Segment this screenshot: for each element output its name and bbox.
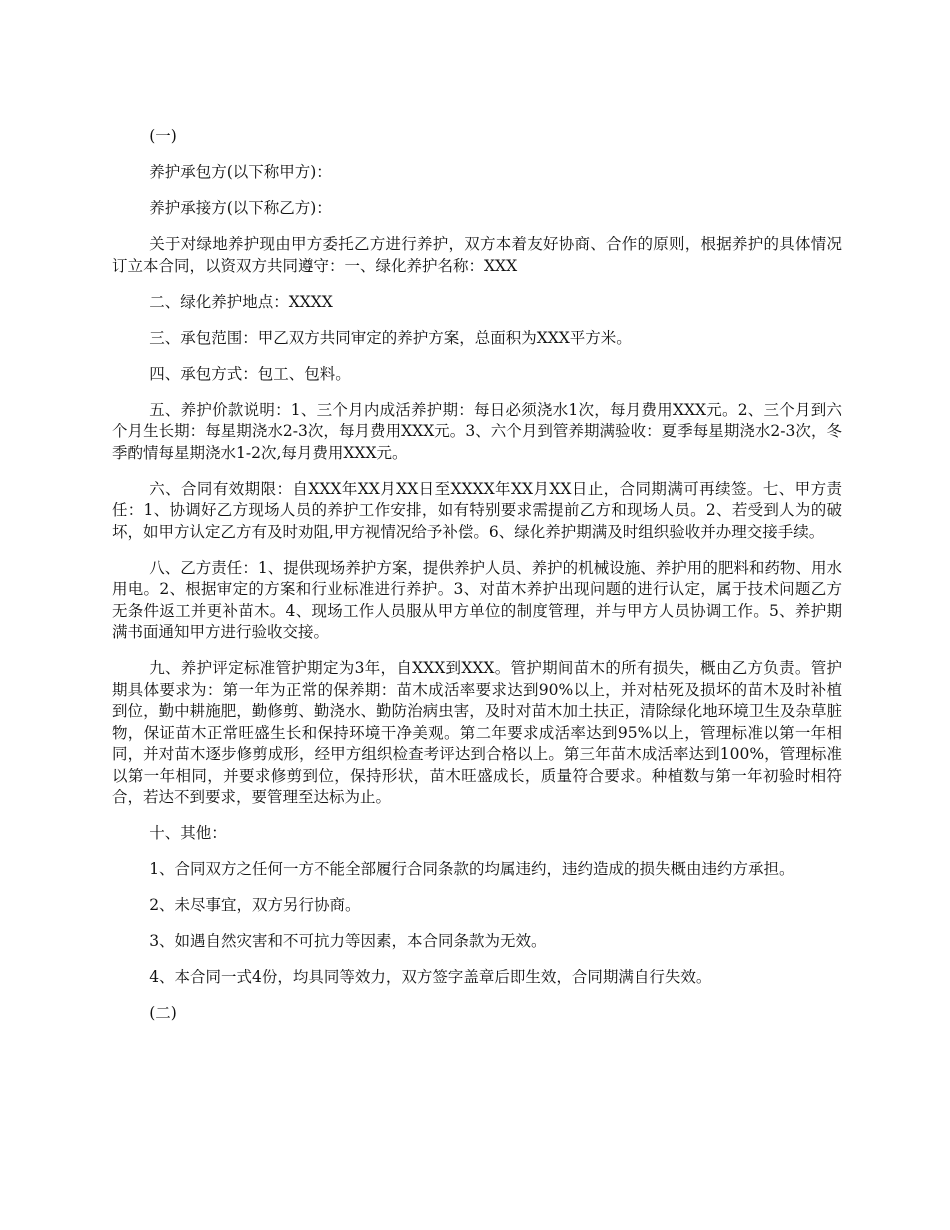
other-item-3: 3、如遇自然灾害和不可抗力等因素，本合同条款为无效。 [149,932,547,950]
clause-contract-method: 四、承包方式：包工、包料。 [149,364,351,383]
clause-other-heading: 十、其他： [149,824,227,842]
party-a-line: 养护承包方(以下称甲方)： [149,163,332,181]
section-heading-two: (二) [149,1004,177,1022]
clause-scope: 三、承包范围：甲乙双方共同审定的养护方案，总面积为XXX平方米。 [149,328,632,347]
clause-term-and-party-a: 六、合同有效期限：自XXX年XX月XX日至XXXX年XX月XX日止，合同期满可再续签。七、甲方责任：1、协调好乙方现场人员的养护工作安排，如有特别要求需提前乙方和现场人员。2、若受到人为的破坏，如甲方认定乙方有及时劝阻,甲方视情况给予补偿。6、绿化养护期满及时组织验收并办理交接手续。 [112,479,842,541]
party-b-line: 养护承接方(以下称乙方)： [149,199,332,217]
section-heading-one: (一) [149,127,177,145]
clause-price: 五、养护价款说明：1、三个月内成活养护期：每日必须浇水1次，每月费用XXX元。2、三个月到六个月生长期：每星期浇水2-3次，每月费用XXX元。3、六个月到管养期满验收：夏季每星期浇水2-3次，冬季酌情每星期浇水1-2次,每月费用XXX元。 [112,400,842,462]
clause-standards: 九、养护评定标准管护期定为3年，自XXX到XXX。管护期间苗木的所有损失，概由乙方负责。管护期具体要求为：第一年为正常的保养期：苗木成活率要求达到90%以上，并对枯死及损坏的苗木及时补植到位，勤中耕施肥，勤修剪、勤浇水、勤防治病虫害，及时对苗木加土扶正，清除绿化地环境卫生及杂草脏物，保证苗木正常旺盛生长和保持环境干净美观。第二年要求成活率达到95%以上，管理标准以第一年相同，并对苗木逐步修剪成形，经甲方组织检查考评达到合格以上。第三年苗木成活率达到100%，管理标准以第一年相同，并要求修剪到位，保持形状，苗木旺盛成长，质量符合要求。种植数与第一年初验时相符合，若达不到要求，要管理至达标为止。 [112,659,842,806]
other-item-1: 1、合同双方之任何一方不能全部履行合同条款的均属违约，违约造成的损失概由违约方承担。 [149,860,795,878]
other-item-4: 4、本合同一式4份，均具同等效力，双方签字盖章后即生效，合同期满自行失效。 [149,968,712,986]
document-body [112,126,842,1039]
clause-location: 二、绿化养护地点：XXXX [149,292,333,311]
clause-party-b: 八、乙方责任：1、提供现场养护方案，提供养护人员、养护的机械设施、养护用的肥料和药物、用水用电。2、根据审定的方案和行业标准进行养护。3、对苗木养护出现问题的进行认定，属于技术问题乙方无条件返工并更补苗木。4、现场工作人员服从甲方单位的制度管理，并与甲方人员协调工作。5、养护期满书面通知甲方进行验收交接。 [112,558,842,641]
other-item-2: 2、未尽事宜，双方另行协商。 [149,896,361,914]
intro-paragraph: 关于对绿地养护现由甲方委托乙方进行养护，双方本着友好协商、合作的原则，根据养护的具体情况订立本合同，以资双方共同遵守：一、绿化养护名称：XXX [112,235,842,275]
